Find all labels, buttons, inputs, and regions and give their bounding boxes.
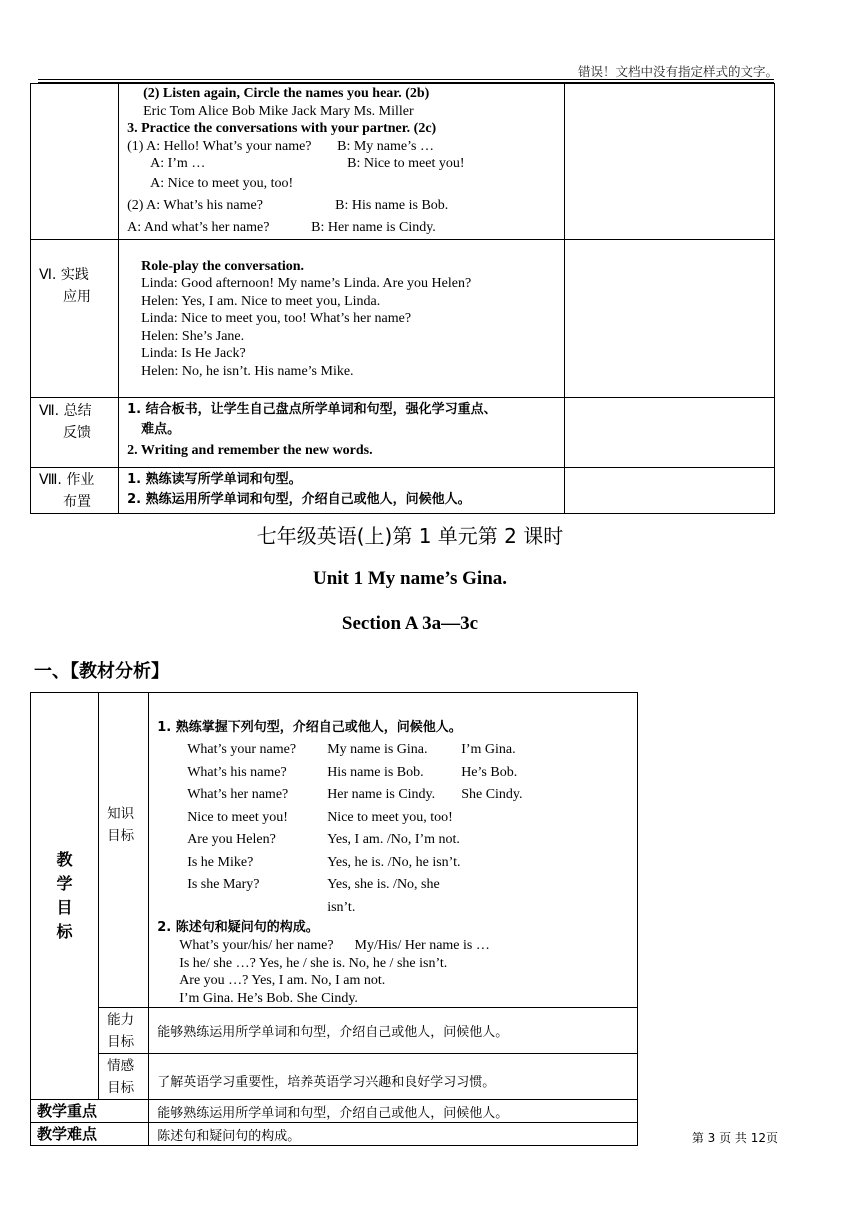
structure-line: Is he/ she …? Yes, he / she is. No, he / she isn’t. — [179, 955, 448, 971]
stage-cell — [31, 467, 119, 513]
lesson-title: 七年级英语(上)第 1 单元第 2 课时 — [256, 524, 564, 548]
difficulties-label: 教学难点 — [31, 1123, 149, 1146]
structure-line: I’m Gina. He’s Bob. She Cindy. — [179, 990, 358, 1006]
stage-label: Ⅷ. 作业 布置 — [39, 471, 95, 510]
notes-cell — [564, 467, 774, 513]
table-row — [31, 1054, 638, 1100]
stage-label: Ⅵ. 实践 应用 — [39, 266, 91, 305]
pattern-row: What’s his name? His name is Bob. He’s Bob. — [187, 764, 518, 780]
table-row — [31, 1008, 638, 1054]
homework-point-1: 1. 熟练读写所学单词和句型。 — [127, 471, 302, 487]
header-rule — [38, 79, 774, 80]
pattern-row: Is he Mike? Yes, he is. /No, he isn’t. — [187, 854, 461, 870]
summary-point-2: 2. Writing and remember the new words. — [127, 442, 373, 458]
pattern-row: Nice to meet you! Nice to meet you, too! — [187, 809, 453, 825]
dialogue-line: (1) A: Hello! What’s your name? B: My name’s … — [127, 138, 434, 154]
stage-label: Ⅶ. 总结 反馈 — [39, 402, 92, 441]
table-row — [31, 1123, 638, 1146]
emotion-goal-content: 了解英语学习重要性，培养英语学习兴趣和良好学习习惯。 — [149, 1054, 638, 1100]
dialogue-line: (2) A: What’s his name? B: His name is Bob. — [127, 197, 449, 213]
summary-point-1-cont: 难点。 — [141, 421, 181, 437]
dialogue-line: A: And what’s her name? B: Her name is Cindy. — [127, 219, 436, 235]
table-row — [31, 84, 775, 240]
dialogue-line: Helen: Yes, I am. Nice to meet you, Linda. — [141, 293, 381, 309]
dialogue-line: Linda: Nice to meet you, too! What’s her name? — [141, 311, 412, 326]
activity-cell — [119, 467, 565, 513]
stage-cell — [31, 397, 119, 467]
roleplay-instruction: Role-play the conversation. — [141, 258, 305, 274]
activity-cell — [119, 84, 565, 240]
homework-point-2: 2. 熟练运用所学单词和句型，介绍自己或他人，问候他人。 — [127, 491, 471, 507]
knowledge-point-2: 2. 陈述句和疑问句的构成。 — [157, 920, 319, 935]
ability-goal-label: 能力 目标 — [99, 1008, 149, 1054]
table-row — [31, 467, 775, 513]
material-analysis-table — [30, 692, 638, 1146]
unit-title: Unit 1 My name’s Gina. — [312, 568, 508, 589]
stage-cell — [31, 239, 119, 397]
knowledge-point-1: 1. 熟练掌握下列句型，介绍自己或他人，问候他人。 — [157, 720, 462, 735]
names-list: Eric Tom Alice Bob Mike Jack Mary Ms. Miller — [143, 103, 414, 119]
notes-cell — [564, 84, 774, 240]
structure-line: Are you …? Yes, I am. No, I am not. — [179, 973, 386, 988]
listen-again-instruction: (2) Listen again, Circle the names you hear. (2b) — [143, 86, 430, 101]
page-header: 错误！文档中没有指定样式的文字。 — [577, 64, 778, 79]
ability-goal-content: 能够熟练运用所学单词和句型，介绍自己或他人，问候他人。 — [149, 1008, 638, 1054]
notes-cell — [564, 397, 774, 467]
analysis-heading: 一、【教材分析】 — [34, 661, 169, 682]
section-title: Section A 3a—3c — [341, 613, 479, 634]
summary-point-1: 1. 结合板书，让学生自己盘点所学单词和句型，强化学习重点、 — [127, 401, 497, 417]
notes-cell — [564, 239, 774, 397]
structure-line: What’s your/his/ her name? My/His/ Her name is … — [179, 938, 490, 953]
emotion-goal-label: 情感 目标 — [99, 1054, 149, 1100]
pattern-row: What’s her name? Her name is Cindy. She Cindy. — [187, 787, 523, 802]
activity-cell — [119, 239, 565, 397]
activity-cell — [119, 397, 565, 467]
pattern-row: What’s your name? My name is Gina. I’m Gina. — [187, 742, 516, 757]
knowledge-goal-label: 知识 目标 — [99, 693, 149, 1008]
lesson-procedure-table — [30, 83, 775, 514]
dialogue-line: Linda: Is He Jack? — [141, 346, 246, 361]
pattern-row: Are you Helen? Yes, I am. /No, I’m not. — [187, 832, 460, 847]
table-row — [31, 239, 775, 397]
difficulties-content: 陈述句和疑问句的构成。 — [149, 1123, 638, 1146]
dialogue-line: Linda: Good afternoon! My name’s Linda. Are you Helen? — [141, 276, 472, 291]
knowledge-goal-content — [149, 693, 638, 1008]
table-row — [31, 397, 775, 467]
dialogue-line: Helen: No, he isn’t. His name’s Mike. — [141, 363, 354, 379]
pattern-row: Is she Mary? Yes, she is. /No, she isn’t. — [187, 877, 440, 915]
dialogue-line: Helen: She’s Jane. — [141, 328, 245, 344]
dialogue-line: A: I’m … B: Nice to meet you! — [150, 156, 465, 171]
key-points-label: 教学重点 — [31, 1100, 149, 1123]
page-footer: 第 3 页 共 12页 — [691, 1131, 778, 1145]
practice-instruction: 3. Practice the conversations with your partner. (2c) — [127, 121, 437, 136]
stage-cell-empty — [31, 84, 119, 240]
table-row — [31, 1100, 638, 1123]
table-row — [31, 693, 638, 1008]
dialogue-line: A: Nice to meet you, too! — [150, 175, 294, 191]
key-points-content: 能够熟练运用所学单词和句型，介绍自己或他人，问候他人。 — [149, 1100, 638, 1123]
teaching-goals-label: 教 学 目 标 — [31, 693, 99, 1100]
